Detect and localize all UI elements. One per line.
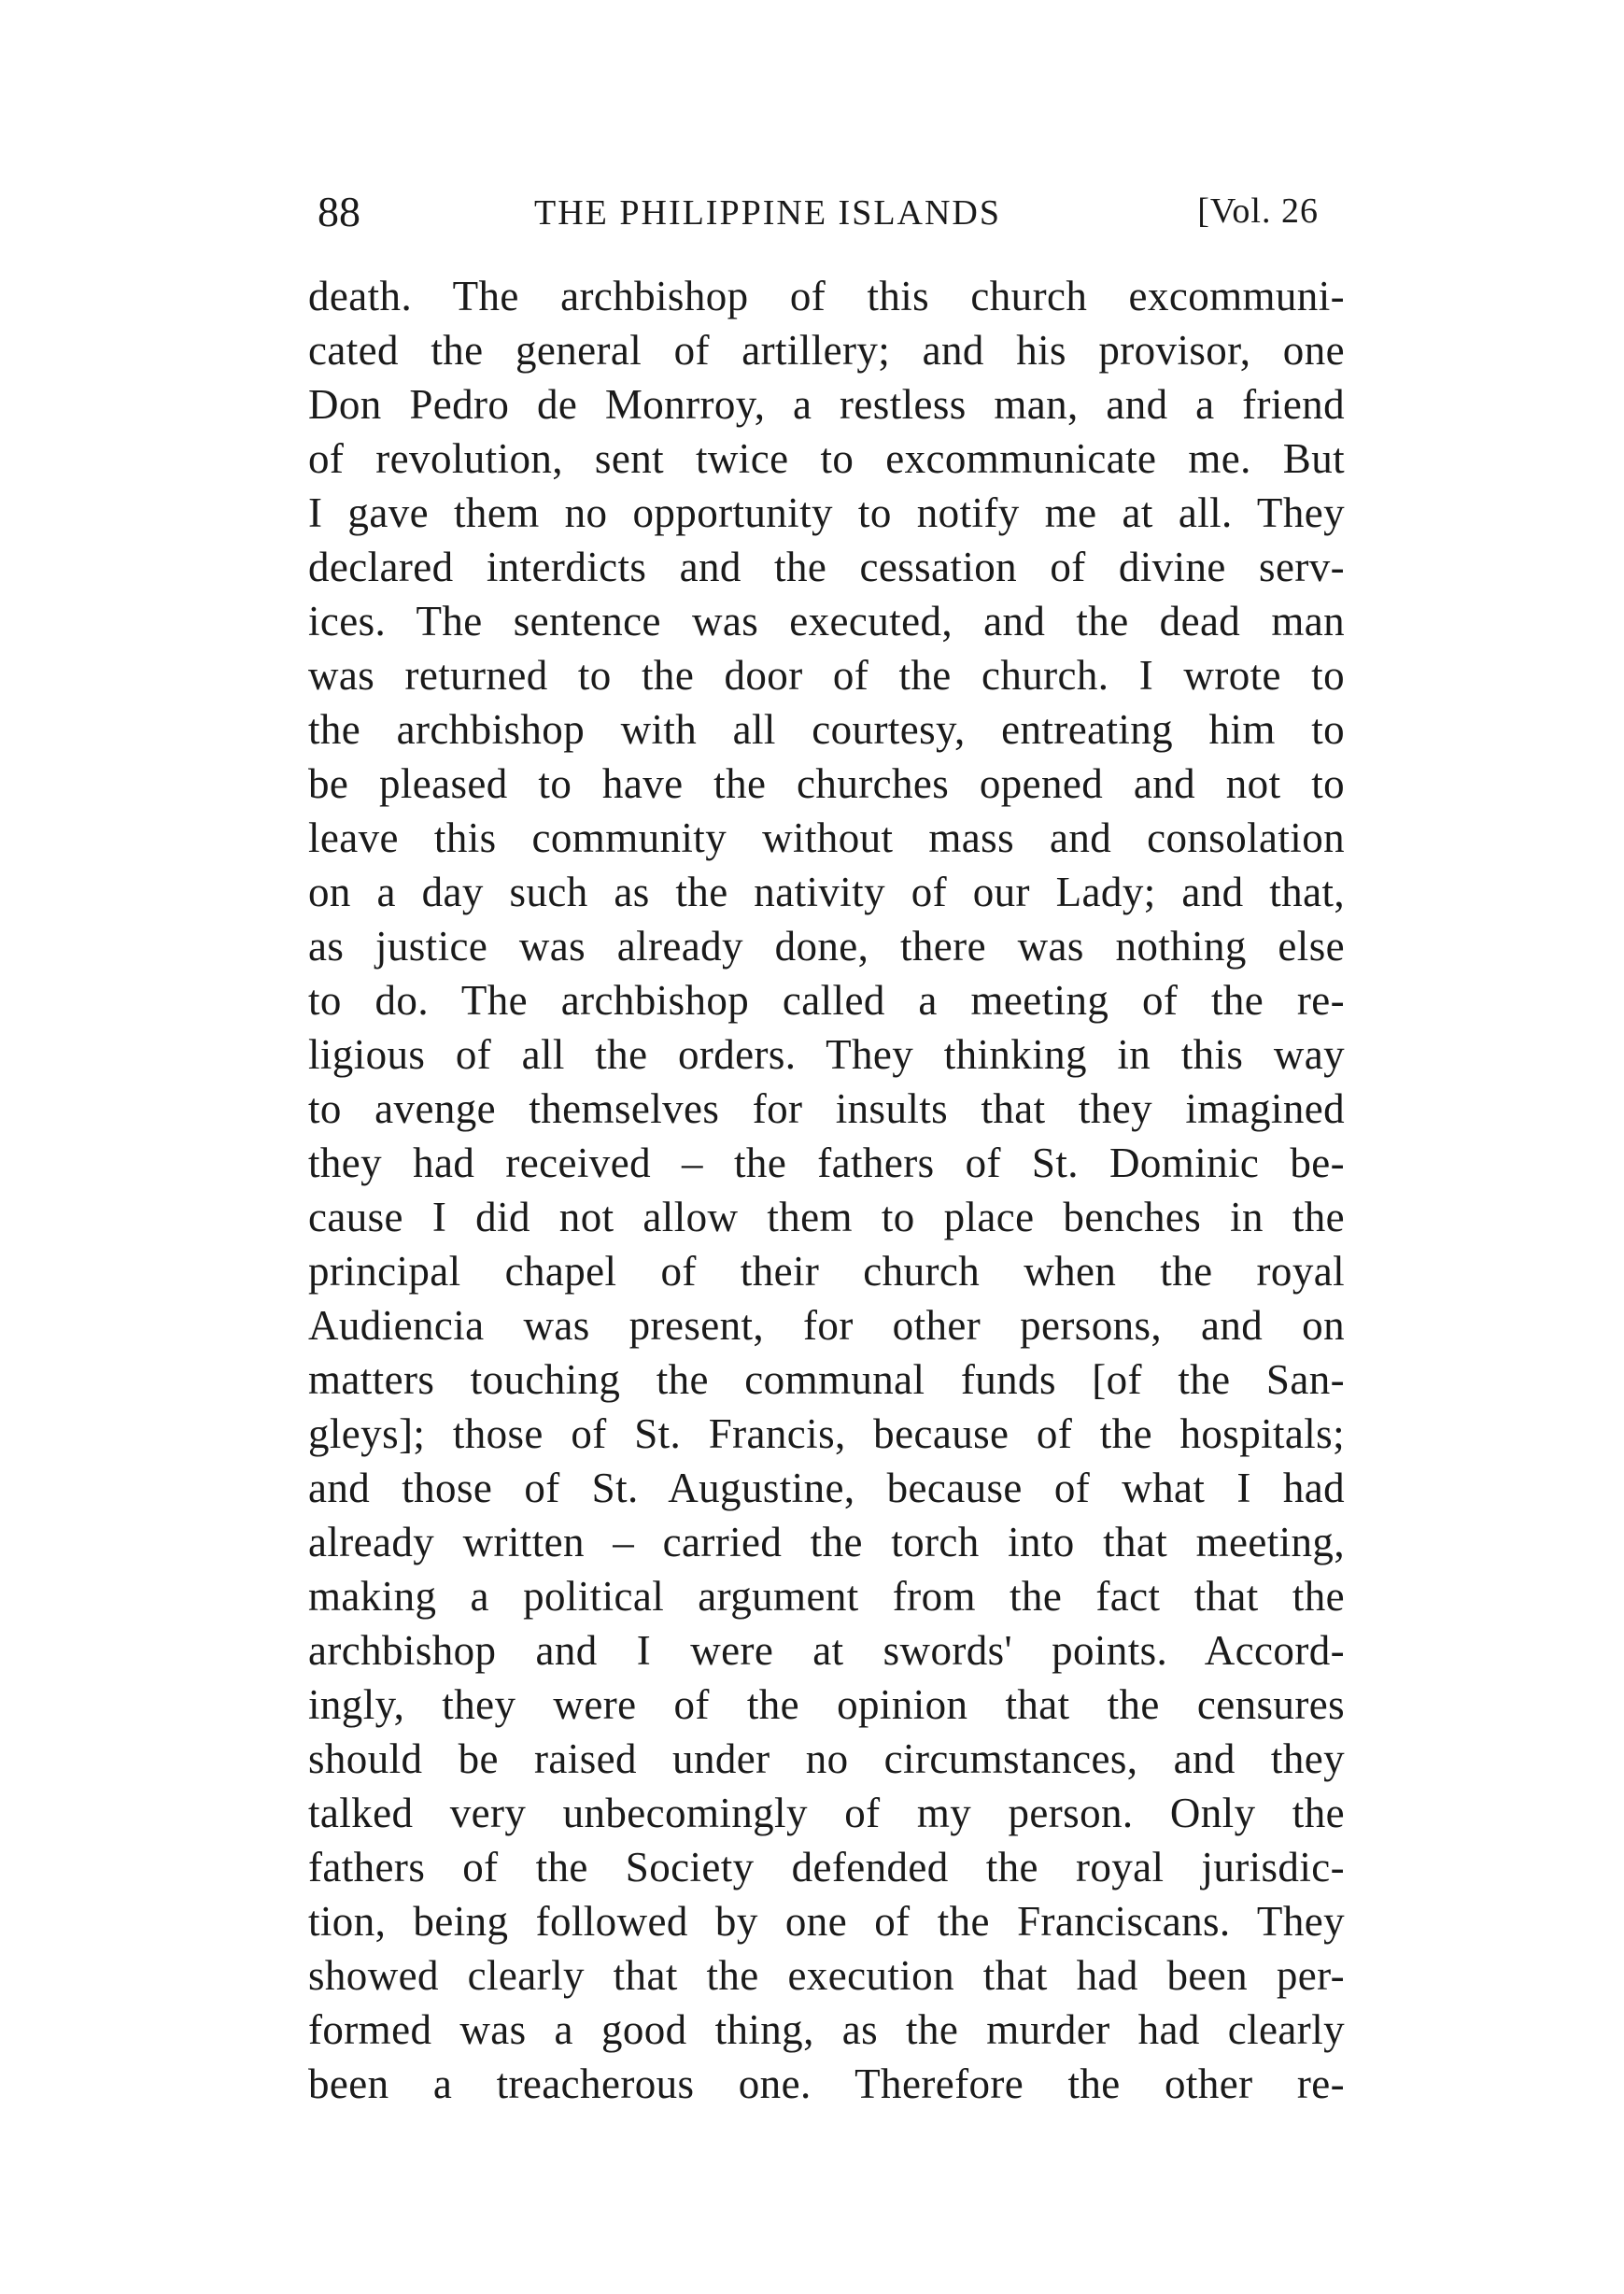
text-line: formed was a good thing, as the murder had clearly: [308, 2006, 1345, 2053]
text-line: to do. The archbishop called a meeting of the re-: [308, 977, 1345, 1024]
text-line: ligious of all the orders. They thinking in this way: [308, 1031, 1345, 1078]
page-header: [318, 187, 1332, 243]
text-line: and those of St. Augustine, because of what I had: [308, 1465, 1345, 1511]
text-line: death. The archbishop of this church excommuni-: [308, 273, 1345, 319]
text-line: cated the general of artillery; and his provisor, one: [308, 327, 1345, 374]
text-line: was returned to the door of the church. I wrote to: [308, 652, 1345, 699]
text-line: already written – carried the torch into that meeting,: [308, 1519, 1345, 1565]
text-line: leave this community without mass and consolation: [308, 814, 1345, 861]
body-text: [308, 269, 1345, 2111]
text-line: cause I did not allow them to place benches in the: [308, 1194, 1345, 1240]
text-line: to avenge themselves for insults that they imagined: [308, 1085, 1345, 1132]
text-line: on a day such as the nativity of our Lady; and that,: [308, 869, 1345, 915]
text-line: matters touching the communal funds [of the San-: [308, 1356, 1345, 1403]
volume-label: [Vol. 26: [1197, 191, 1319, 231]
text-line: of revolution, sent twice to excommunicate me. But: [308, 435, 1345, 482]
text-line: I gave them no opportunity to notify me at all. They: [308, 489, 1345, 536]
text-line: been a treacherous one. Therefore the other re-: [308, 2060, 1345, 2107]
running-title: THE PHILIPPINE ISLANDS: [534, 193, 1001, 233]
text-line: the archbishop with all courtesy, entreating him to: [308, 706, 1345, 753]
text-line: be pleased to have the churches opened and not to: [308, 760, 1345, 807]
text-line: showed clearly that the execution that had been per-: [308, 1952, 1345, 1999]
text-line: should be raised under no circumstances, and they: [308, 1735, 1345, 1782]
text-line: they had received – the fathers of St. Dominic be-: [308, 1140, 1345, 1186]
text-line: gleys]; those of St. Francis, because of the hospitals;: [308, 1410, 1345, 1457]
text-line: principal chapel of their church when the royal: [308, 1248, 1345, 1295]
text-line: fathers of the Society defended the royal jurisdic-: [308, 1844, 1345, 1890]
text-line: ices. The sentence was executed, and the dead man: [308, 598, 1345, 644]
text-line: archbishop and I were at swords' points. Accord-: [308, 1627, 1345, 1674]
page-number: 88: [318, 188, 360, 235]
text-line: tion, being followed by one of the Franciscans. They: [308, 1898, 1345, 1945]
text-line: ingly, they were of the opinion that the censures: [308, 1681, 1345, 1728]
text-line: declared interdicts and the cessation of divine serv-: [308, 544, 1345, 590]
text-line: Don Pedro de Monrroy, a restless man, and a friend: [308, 381, 1345, 428]
text-line: talked very unbecomingly of my person. Only the: [308, 1790, 1345, 1836]
text-line: Audiencia was present, for other persons, and on: [308, 1302, 1345, 1349]
text-line: as justice was already done, there was nothing else: [308, 923, 1345, 970]
text-line: making a political argument from the fact that the: [308, 1573, 1345, 1620]
